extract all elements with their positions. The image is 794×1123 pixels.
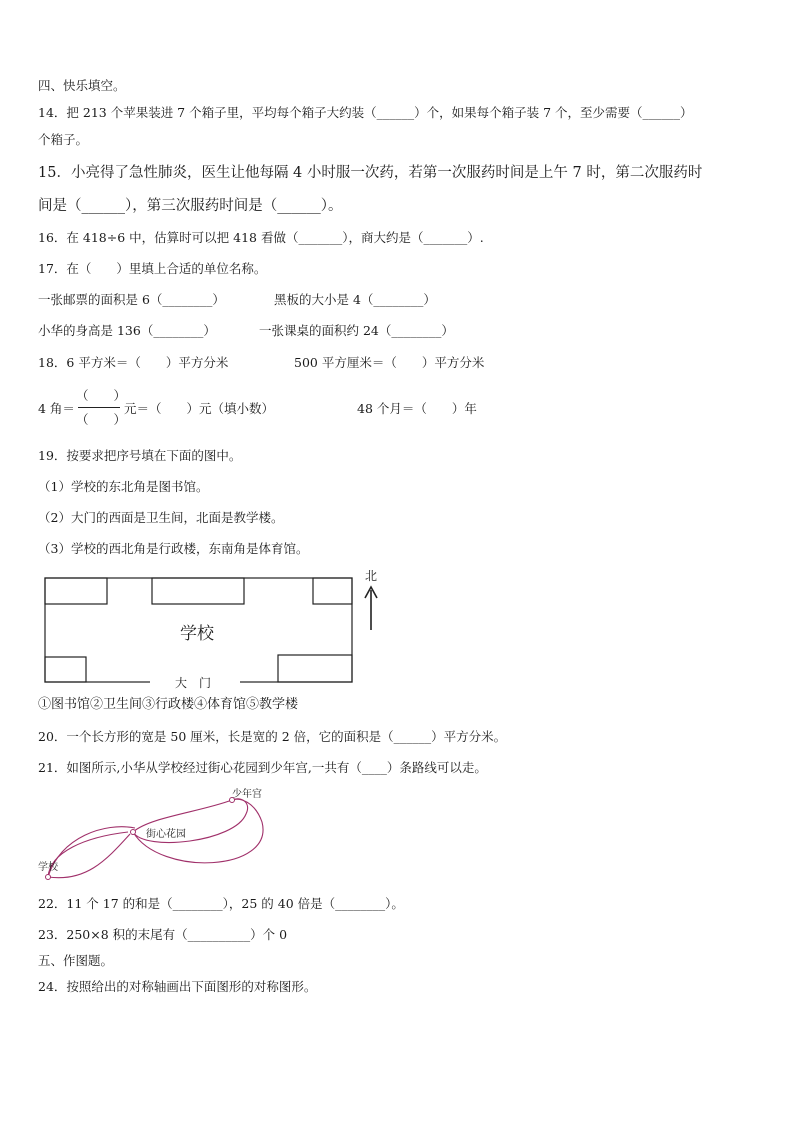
- palace-label: 少年宫: [232, 789, 262, 800]
- question-18-item-c-prefix: 4 角＝: [38, 401, 75, 416]
- north-label: 北: [364, 569, 378, 583]
- fraction-blank: [76, 386, 127, 430]
- fraction-bar: [78, 407, 120, 408]
- question-17-item-b: 黑板的大小是 4（________）: [274, 292, 436, 307]
- room-north-middle: [152, 578, 244, 604]
- question-18-item-d: 48 个月＝（ ）年: [357, 401, 477, 416]
- fraction-denominator: （ ）: [76, 412, 127, 427]
- question-19-requirement-2: （2）大门的西面是卫生间，北面是教学楼。: [38, 510, 284, 525]
- question-14-line1: 14．把 213 个苹果装进 7 个箱子里，平均每个箱子大约装（______）个，如果每个箱子装 7 个，至少需要（______）: [38, 105, 693, 120]
- gate-label: 大 门: [174, 676, 212, 690]
- question-19-title: 19．按要求把序号填在下面的图中。: [38, 448, 242, 463]
- question-17-item-d: 一张课桌的面积约 24（________）: [259, 323, 454, 338]
- school-node: [46, 875, 51, 880]
- fraction-numerator: （ ）: [76, 388, 127, 403]
- section-heading-5: 五、作图题。: [38, 953, 114, 968]
- room-northwest: [45, 578, 107, 604]
- question-19-legend: ①图书馆②卫生间③行政楼④体育馆⑤教学楼: [38, 697, 299, 712]
- route-diagram: [0, 782, 794, 882]
- question-24: 24．按照给出的对称轴画出下面图形的对称图形。: [38, 979, 317, 994]
- question-15-line1: 15．小亮得了急性肺炎，医生让他每隔 4 小时服一次药，若第一次服药时间是上午 7 时，第二次服药时: [38, 165, 703, 181]
- room-southwest: [45, 657, 86, 682]
- garden-node: [131, 830, 136, 835]
- question-19-requirement-3: （3）学校的西北角是行政楼，东南角是体育馆。: [38, 541, 309, 556]
- question-21-text: 21．如图所示,小华从学校经过街心花园到少年宫,一共有（____）条路线可以走。: [38, 760, 487, 775]
- question-17-title: 17．在（ ）里填上合适的单位名称。: [38, 261, 267, 276]
- routes-school-to-garden: [48, 827, 135, 878]
- question-22: 22．11 个 17 的和是（________），25 的 40 倍是（________）。: [38, 896, 404, 911]
- question-17-item-a: 一张邮票的面积是 6（________）: [38, 292, 225, 307]
- school-map: [0, 560, 794, 695]
- school-label: 学校: [180, 624, 214, 644]
- section-heading-4: 四、快乐填空。: [38, 78, 126, 93]
- question-20: 20．一个长方形的宽是 50 厘米，长是宽的 2 倍，它的面积是（______）平方分米。: [38, 729, 507, 744]
- room-southeast: [278, 655, 352, 682]
- question-16: 16．在 418÷6 中，估算时可以把 418 看做（_______），商大约是（_______）.: [38, 230, 484, 245]
- question-18-item-a: 18．6 平方米＝（ ）平方分米: [38, 355, 229, 370]
- garden-label: 街心花园: [146, 829, 186, 840]
- question-14-line2: 个箱子。: [38, 132, 89, 147]
- question-18-item-c-suffix: 元＝（ ）元（填小数）: [124, 401, 275, 416]
- question-18-item-b: 500 平方厘米＝（ ）平方分米: [294, 355, 485, 370]
- question-15-line2: 间是（______），第三次服药时间是（______）。: [38, 198, 343, 214]
- school-node-label: 学校: [38, 862, 58, 873]
- question-23: 23．250×8 积的末尾有（__________）个 0: [38, 927, 288, 942]
- question-19-requirement-1: （1）学校的东北角是图书馆。: [38, 479, 209, 494]
- room-northeast: [313, 578, 352, 604]
- question-17-item-c: 小华的身高是 136（________）: [38, 323, 216, 338]
